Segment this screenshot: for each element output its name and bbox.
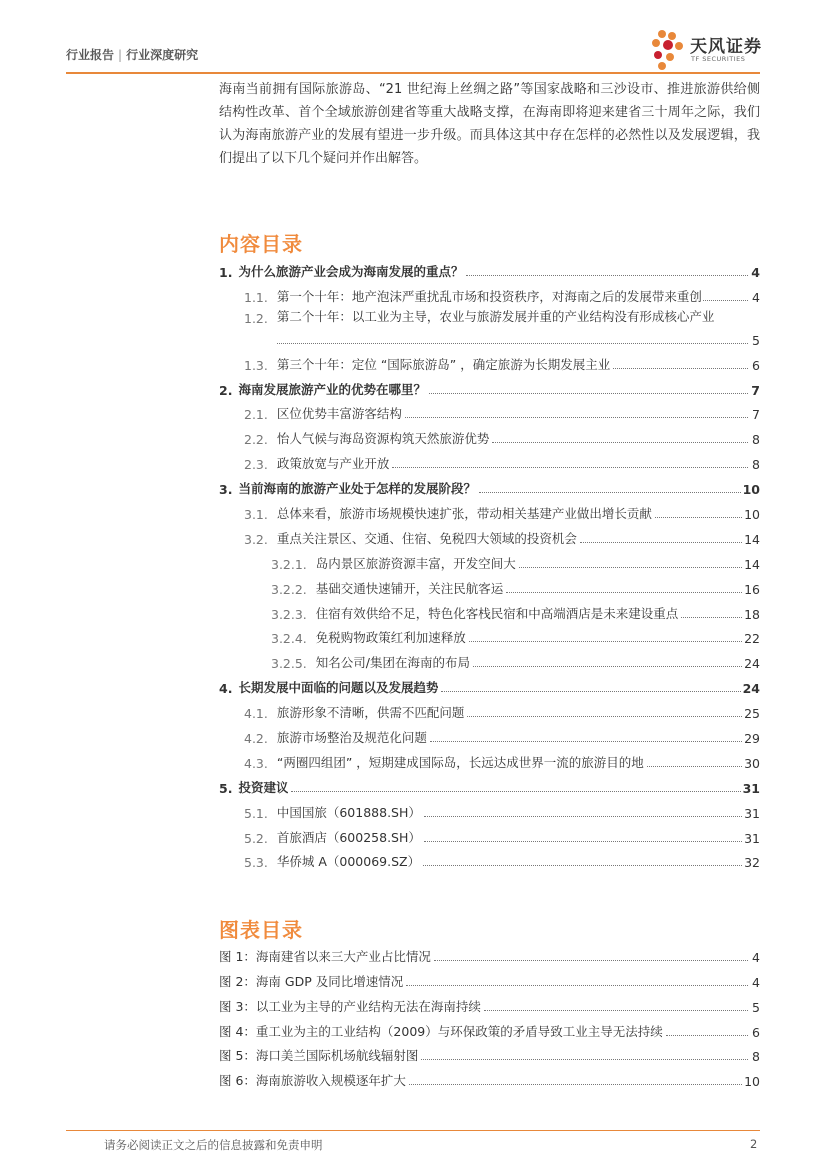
toc-text: 总体来看，旅游市场规模快速扩张，带动相关基建产业做出增长贡献 — [276, 506, 652, 522]
toc-page: 4 — [751, 264, 760, 280]
page-number: 2 — [750, 1137, 758, 1151]
toc-text: 为什么旅游产业会成为海南发展的重点？ — [238, 263, 464, 279]
toc-text: 基础交通快速铺开，关注民航客运 — [315, 580, 504, 596]
footer-disclaimer: 请务必阅读正文之后的信息披露和免责申明 — [104, 1138, 323, 1152]
toc-page: 22 — [744, 631, 760, 647]
toc-number: 4.2. — [244, 731, 268, 747]
figure-entry[interactable] — [219, 940, 760, 965]
toc-leader — [467, 716, 742, 717]
figure-entry[interactable] — [219, 1064, 760, 1089]
figure-leader — [409, 1084, 742, 1085]
toc-number: 4. — [219, 681, 233, 697]
toc-entry[interactable] — [219, 472, 760, 497]
toc-number: 3.1. — [244, 507, 268, 523]
toc-number: 1.2. — [244, 310, 268, 326]
toc-entry[interactable] — [219, 522, 760, 547]
intro-paragraph: 海南当前拥有国际旅游岛、“21 世纪海上丝绸之路”等国家战略和三沙设市、推进旅游供给侧结构性改革、首个全域旅游创建省等重大战略支撑，在海南即将迎来建省三十周年之际，我们认为海南旅游产业的发展有望进一步升级。而具体这其中存在怎样的必然性以及发展逻辑，我们提出了以下几个疑问并作出解答。 — [219, 82, 760, 166]
toc-text: 第一个十年：地产泡沫严重扰乱市场和投资秩序，对海南之后的发展带来重创 — [276, 288, 702, 304]
figure-leader — [434, 960, 748, 961]
header-separator: | — [118, 48, 123, 62]
figure-leader — [666, 1035, 748, 1036]
toc-page: 4 — [752, 289, 760, 305]
toc-text: 长期发展中面临的问题以及发展趋势 — [238, 680, 439, 696]
toc-number: 1.1. — [244, 289, 268, 305]
toc-leader — [655, 517, 742, 518]
toc-leader — [277, 343, 748, 344]
toc-leader — [647, 766, 742, 767]
figure-page: 5 — [752, 999, 760, 1015]
toc-entry[interactable] — [219, 280, 760, 305]
toc-number: 3.2. — [244, 531, 268, 547]
toc-page: 14 — [744, 531, 760, 547]
toc-text: 旅游形象不清晰，供需不匹配问题 — [276, 705, 465, 721]
toc-leader — [469, 641, 742, 642]
toc-leader — [466, 275, 748, 276]
toc-number: 3.2.5. — [271, 656, 307, 672]
toc-text: 知名公司/集团在海南的布局 — [315, 655, 470, 671]
toc-number: 5.1. — [244, 805, 268, 821]
toc-text: 怡人气候与海岛资源构筑天然旅游优势 — [276, 431, 490, 447]
toc-text: 投资建议 — [238, 779, 289, 795]
figure-text: 图 6：海南旅游收入规模逐年扩大 — [219, 1073, 406, 1089]
toc-leader — [441, 691, 740, 692]
toc-entry[interactable] — [219, 422, 760, 447]
toc-entry[interactable] — [219, 447, 760, 472]
toc-entry[interactable] — [219, 597, 760, 622]
figure-text: 图 2：海南 GDP 及同比增速情况 — [219, 973, 404, 989]
report-category — [66, 46, 198, 63]
toc-text: 中国国旅（601888.SH） — [276, 804, 421, 820]
toc-number: 4.3. — [244, 755, 268, 771]
toc-entry[interactable] — [219, 771, 760, 796]
toc-text: 首旅酒店（600258.SH） — [276, 829, 421, 845]
toc-number: 3.2.4. — [271, 631, 307, 647]
toc-page: 5 — [752, 332, 760, 348]
toc-page: 24 — [744, 656, 760, 672]
toc-entry[interactable] — [219, 796, 760, 821]
figure-leader — [406, 985, 748, 986]
figure-page: 10 — [744, 1074, 760, 1090]
toc-leader — [703, 300, 748, 301]
toc-leader — [580, 542, 742, 543]
toc-entry[interactable] — [219, 646, 760, 671]
toc-number: 2.3. — [244, 457, 268, 473]
toc-page: 31 — [744, 830, 760, 846]
toc-page: 16 — [744, 581, 760, 597]
toc-text: 海南发展旅游产业的优势在哪里？ — [238, 381, 426, 397]
figure-text: 图 5：海口美兰国际机场航线辐射图 — [219, 1048, 419, 1064]
report-type: 行业报告 — [66, 48, 115, 62]
toc-number: 5.3. — [244, 855, 268, 871]
toc-leader — [424, 816, 742, 817]
toc-page: 32 — [744, 855, 760, 871]
toc-entry[interactable] — [219, 547, 760, 572]
toc-page: 25 — [744, 706, 760, 722]
toc-page: 14 — [744, 556, 760, 572]
toc-page: 8 — [752, 457, 760, 473]
toc-text: 当前海南的旅游产业处于怎样的发展阶段？ — [238, 481, 476, 497]
toc-entry[interactable] — [219, 696, 760, 721]
toc-page: 31 — [744, 805, 760, 821]
figure-leader — [484, 1010, 748, 1011]
toc-text: “两圈四组团” ，短期建成国际岛，长远达成世界一流的旅游目的地 — [276, 754, 644, 770]
toc-title: 内容目录 — [219, 232, 303, 256]
toc-leader — [519, 567, 742, 568]
toc-entry[interactable] — [219, 846, 760, 871]
toc-entry[interactable] — [219, 746, 760, 771]
figure-entry[interactable] — [219, 965, 760, 990]
toc-entry-line — [277, 305, 760, 327]
toc-page: 30 — [744, 755, 760, 771]
toc-leader — [613, 368, 748, 369]
toc-text: 第三个十年：定位 “国际旅游岛” ，确定旅游为长期发展主业 — [276, 356, 611, 372]
toc-entry[interactable] — [219, 622, 760, 647]
toc-text: 重点关注景区、交通、住宿、免税四大领域的投资机会 — [276, 530, 577, 546]
figure-page: 8 — [752, 1049, 760, 1065]
toc-entry-line — [277, 327, 760, 348]
toc-page: 7 — [751, 382, 760, 398]
figure-entry[interactable] — [219, 990, 760, 1015]
brand-mark-icon — [648, 28, 688, 72]
toc-number: 3.2.1. — [271, 556, 307, 572]
toc-page: 18 — [744, 606, 760, 622]
figure-entry[interactable] — [219, 1015, 760, 1040]
toc-page: 10 — [744, 507, 760, 523]
toc-text: 岛内景区旅游资源丰富，开发空间大 — [315, 555, 516, 571]
toc-number: 4.1. — [244, 706, 268, 722]
toc-entry[interactable] — [219, 255, 760, 280]
toc-leader — [492, 442, 748, 443]
toc-leader — [291, 791, 740, 792]
toc-page: 6 — [752, 357, 760, 373]
toc-number: 1.3. — [244, 357, 268, 373]
toc-number: 5.2. — [244, 830, 268, 846]
toc-entry[interactable] — [219, 572, 760, 597]
toc-list — [219, 255, 760, 870]
figure-page: 4 — [752, 949, 760, 965]
toc-leader — [423, 865, 742, 866]
toc-text: 政策放宽与产业开放 — [276, 456, 390, 472]
toc-number: 2. — [219, 382, 233, 398]
toc-text: 区位优势丰富游客结构 — [276, 406, 402, 422]
toc-text: 华侨城 A（000069.SZ） — [276, 854, 421, 870]
toc-number: 3. — [219, 482, 233, 498]
toc-entry[interactable] — [219, 497, 760, 522]
toc-entry-body — [277, 305, 760, 348]
report-subtype: 行业深度研究 — [126, 48, 199, 62]
toc-page: 8 — [752, 432, 760, 448]
figure-leader — [421, 1059, 748, 1060]
toc-leader — [429, 393, 748, 394]
toc-page: 24 — [742, 681, 760, 697]
toc-leader — [430, 741, 742, 742]
figure-entry[interactable] — [219, 1040, 760, 1065]
toc-leader — [392, 467, 748, 468]
toc-page: 10 — [742, 482, 760, 498]
toc-entry[interactable] — [219, 348, 760, 373]
brand-subtitle: TF SECURITIES — [691, 55, 746, 63]
toc-text: 旅游市场整治及规范化问题 — [276, 730, 427, 746]
toc-page: 29 — [744, 731, 760, 747]
toc-entry[interactable] — [219, 821, 760, 846]
toc-entry[interactable] — [219, 721, 760, 746]
figures-title: 图表目录 — [219, 918, 303, 942]
toc-leader — [681, 617, 742, 618]
toc-entry[interactable] — [219, 373, 760, 398]
toc-page: 7 — [752, 407, 760, 423]
toc-entry[interactable] — [219, 671, 760, 696]
toc-entry[interactable] — [219, 398, 760, 423]
toc-number: 3.2.3. — [271, 606, 307, 622]
toc-leader — [506, 592, 742, 593]
figure-page: 6 — [752, 1024, 760, 1040]
brand-logo — [648, 28, 768, 72]
footer-divider — [66, 1130, 760, 1131]
figure-text: 图 1：海南建省以来三大产业占比情况 — [219, 948, 431, 964]
figure-page: 4 — [752, 974, 760, 990]
toc-number: 5. — [219, 780, 233, 796]
figures-list — [219, 940, 760, 1089]
toc-leader — [473, 666, 742, 667]
header-divider — [66, 72, 760, 74]
toc-text: 住宿有效供给不足，特色化客栈民宿和中高端酒店是未来建设重点 — [315, 605, 679, 621]
toc-number: 1. — [219, 264, 233, 280]
toc-number: 2.2. — [244, 432, 268, 448]
toc-number: 2.1. — [244, 407, 268, 423]
toc-text: 第二个十年：以工业为主导，农业与旅游发展并重的产业结构没有形成核心产业 — [276, 308, 715, 324]
toc-leader — [424, 841, 742, 842]
toc-entry[interactable] — [219, 305, 760, 348]
figure-text: 图 4：重工业为主的工业结构（2009）与环保政策的矛盾导致工业主导无法持续 — [219, 1023, 663, 1039]
toc-page: 31 — [742, 780, 760, 796]
figure-text: 图 3：以工业为主导的产业结构无法在海南持续 — [219, 998, 481, 1014]
toc-number: 3.2.2. — [271, 581, 307, 597]
toc-leader — [405, 417, 748, 418]
toc-text: 免税购物政策红利加速释放 — [315, 630, 466, 646]
toc-leader — [479, 492, 741, 493]
brand-name: 天风证券 — [690, 37, 762, 57]
